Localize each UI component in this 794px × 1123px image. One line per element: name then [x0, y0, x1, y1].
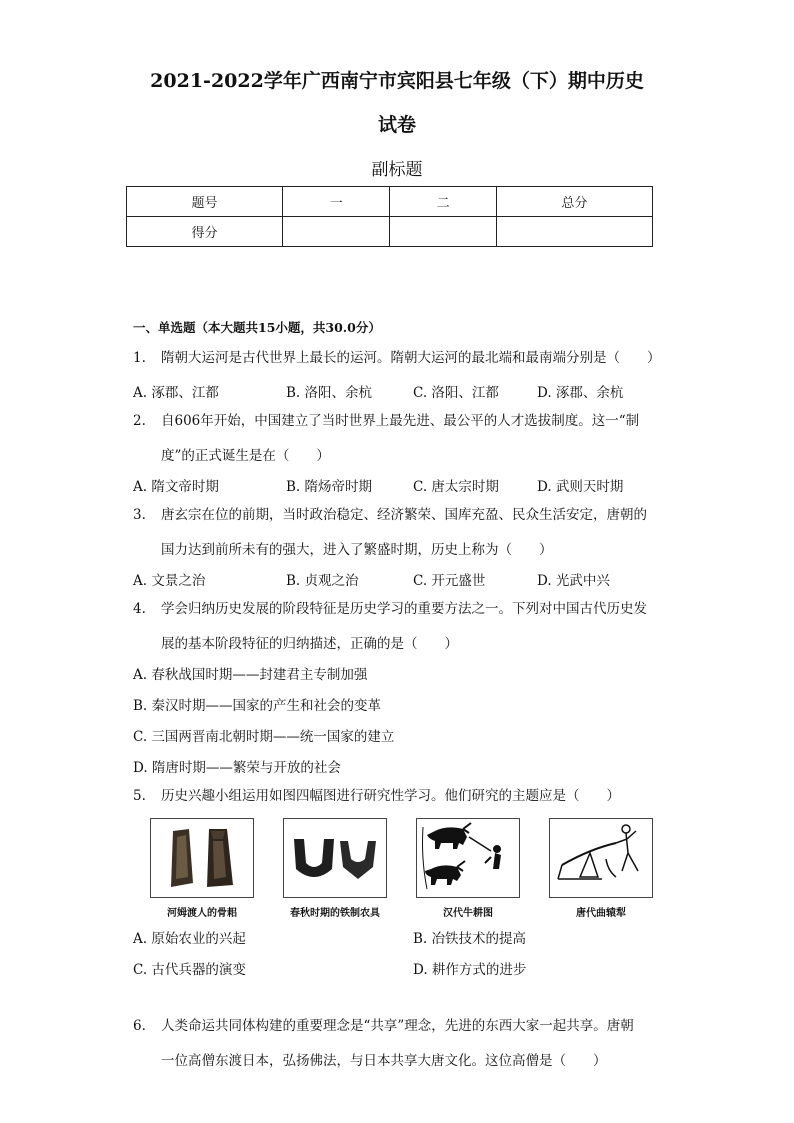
option-a: A. 隋文帝时期 [133, 479, 219, 495]
score-table-score-row [127, 217, 653, 247]
question-6 [133, 1011, 634, 1042]
option-b: B. 贞观之治 [286, 573, 359, 589]
question-text: 隋朝大运河是古代世界上最长的运河。隋朝大运河的最北端和最南端分别是（ ） [161, 350, 661, 366]
question-4 [133, 594, 647, 625]
question-text-continued: 国力达到前所未有的强大，进入了繁盛时期，历史上称为（ ） [161, 542, 553, 558]
image-caption: 汉代牛耕图 [443, 908, 493, 919]
option-c: C. 三国两晋南北朝时期——统一国家的建立 [133, 729, 395, 745]
question-text-continued: 展的基本阶段特征的归纳描述，正确的是（ ） [161, 636, 458, 652]
option-a: A. 原始农业的兴起 [133, 931, 246, 947]
bone-spade-image [150, 818, 254, 898]
question-5 [133, 781, 620, 812]
option-c: C. 开元盛世 [413, 573, 486, 589]
question-number: 4. [133, 601, 146, 617]
score-input-cell [496, 217, 652, 247]
option-d: D. 耕作方式的进步 [413, 962, 527, 978]
score-input-cell [283, 217, 390, 247]
option-c: C. 唐太宗时期 [413, 479, 499, 495]
question-number: 5. [133, 788, 146, 804]
option-b: B. 洛阳、余杭 [286, 385, 373, 401]
ox-plowing-image [416, 818, 520, 898]
question-3 [133, 500, 647, 531]
option-c: C. 古代兵器的演变 [133, 962, 246, 978]
question-text-continued: 一位高僧东渡日本，弘扬佛法，与日本共享大唐文化。这位高僧是（ ） [161, 1053, 607, 1069]
score-cell: 二 [390, 187, 496, 217]
option-d: D. 涿郡、余杭 [537, 385, 624, 401]
score-input-cell [390, 217, 496, 247]
option-a: A. 文景之治 [133, 573, 206, 589]
question-text: 人类命运共同体构建的重要理念是“共享”理念，先进的东西大家一起共享。唐朝 [161, 1018, 634, 1034]
exam-subtitle: 副标题 [371, 160, 423, 180]
curved-plow-image [549, 818, 653, 898]
score-cell: 题号 [127, 187, 283, 217]
score-table [126, 186, 653, 247]
exam-title-line2: 试卷 [377, 114, 416, 136]
exam-title-line1: 2021-2022学年广西南宁市宾阳县七年级（下）期中历史 [150, 70, 644, 92]
image-caption: 唐代曲辕犁 [576, 908, 626, 919]
question-number: 3. [133, 507, 146, 523]
iron-tool-icon [284, 819, 386, 897]
question-2 [133, 406, 639, 437]
image-caption: 春秋时期的铁制农具 [290, 908, 380, 919]
option-b: B. 冶铁技术的提高 [413, 931, 527, 947]
question-number: 6. [133, 1018, 146, 1034]
section-heading: 一、单选题（本大题共15小题，共30.0分） [133, 320, 381, 335]
score-table-header-row [127, 187, 653, 217]
question-text-continued: 度”的正式诞生是在（ ） [161, 448, 330, 464]
curved-plow-icon [550, 819, 652, 897]
question-number: 2. [133, 413, 146, 429]
image-caption: 河姆渡人的骨耜 [167, 908, 237, 919]
score-cell: 得分 [127, 217, 283, 247]
option-a: A. 涿郡、江都 [133, 385, 219, 401]
option-a: A. 春秋战国时期——封建君主专制加强 [133, 667, 368, 683]
option-c: C. 洛阳、江都 [413, 385, 499, 401]
option-b: B. 隋炀帝时期 [286, 479, 373, 495]
option-d: D. 光武中兴 [537, 573, 610, 589]
question-text: 历史兴趣小组运用如图四幅图进行研究性学习。他们研究的主题应是（ ） [161, 788, 620, 804]
option-d: D. 武则天时期 [537, 479, 624, 495]
question-text: 学会归纳历史发展的阶段特征是历史学习的重要方法之一。下列对中国古代历史发 [161, 601, 647, 617]
bone-spade-icon [151, 819, 253, 897]
score-cell: 总分 [496, 187, 652, 217]
question-text: 自606年开始，中国建立了当时世界上最先进、最公平的人才选拔制度。这一“制 [161, 413, 640, 429]
question-number: 1. [133, 350, 146, 366]
option-d: D. 隋唐时期——繁荣与开放的社会 [133, 760, 341, 776]
option-b: B. 秦汉时期——国家的产生和社会的变革 [133, 698, 382, 714]
score-cell: 一 [283, 187, 390, 217]
question-text: 唐玄宗在位的前期，当时政治稳定、经济繁荣、国库充盈、民众生活安定，唐朝的 [161, 507, 647, 523]
ox-plow-icon [417, 819, 519, 897]
question-1 [133, 343, 661, 374]
iron-tools-image [283, 818, 387, 898]
